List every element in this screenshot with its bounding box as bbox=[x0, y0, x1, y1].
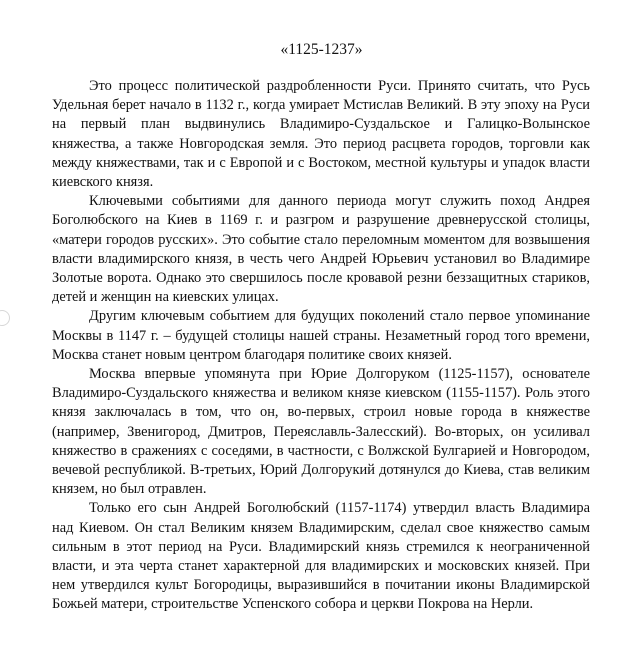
paragraph-5: Только его сын Андрей Боголюбский (1157-1174) утвердил власть Владимира над Киевом. Он стал Великим князем Владимирским, сделал свое княжество самым сильным в этот период на Руси. Владимирский князь стремился к неограниченной власти, и эта черта станет характерной для владимирских и московских князей. При нем утвердился культ Богородицы, выразившийся в почитании иконы Владимирской Божьей матери, строительстве Успенского собора и церкви Покрова на Нерли. bbox=[52, 500, 590, 613]
document-heading: «1125-1237» bbox=[280, 41, 363, 58]
document-body bbox=[52, 77, 590, 615]
paragraph-2: Ключевыми событиями для данного периода могут служить поход Андрея Боголюбского на Киев в 1169 г. и разгром и разрушение древнерусской столицы, «матери городов русских». Это событие стало переломным моментом для возвышения власти владимирского князя, в честь чего Андрей Юрьевич установил во Владимире Золотые ворота. Однако это свершилось после кровавой резни беззащитных стариков, детей и женщин на киевских улицах. bbox=[52, 193, 590, 306]
paragraph-1: Это процесс политической раздробленности Руси. Принято считать, что Русь Удельная берет начало в 1132 г., когда умирает Мстислав Великий. В эту эпоху на Руси на первый план выдвинулись Владимиро-Суздальское и Галицко-Волынское княжества, а также Новгородская земля. Это период расцвета городов, торговли как между княжествами, так и с Европой и с Востоком, местной культуры и упадок власти киевского князя. bbox=[52, 78, 590, 191]
paragraph-4: Москва впервые упомянута при Юрие Долгоруком (1125-1157), основателе Владимиро-Суздальского княжества и великом князе киевском (1155-1157). Роль этого князя заключалась в том, что он, во-первых, строил новые города в княжестве (например, Звенигород, Дмитров, Переяславль-Залесский). Во-вторых, он усиливал княжество в сражениях с соседями, в частности, с Волжской Булгарией и Новгородом, вечевой республикой. В-третьих, Юрий Долгорукий дотянулся до Киева, став великим князем, но был отравлен. bbox=[52, 366, 590, 498]
paragraph-3: Другим ключевым событием для будущих поколений стало первое упоминание Москвы в 1147 г. – будущей столицы нашей страны. Незаметный город того времени, Москва станет новым центром благодаря политике своих князей. bbox=[52, 308, 590, 363]
page-edge-circle-icon bbox=[0, 310, 10, 326]
